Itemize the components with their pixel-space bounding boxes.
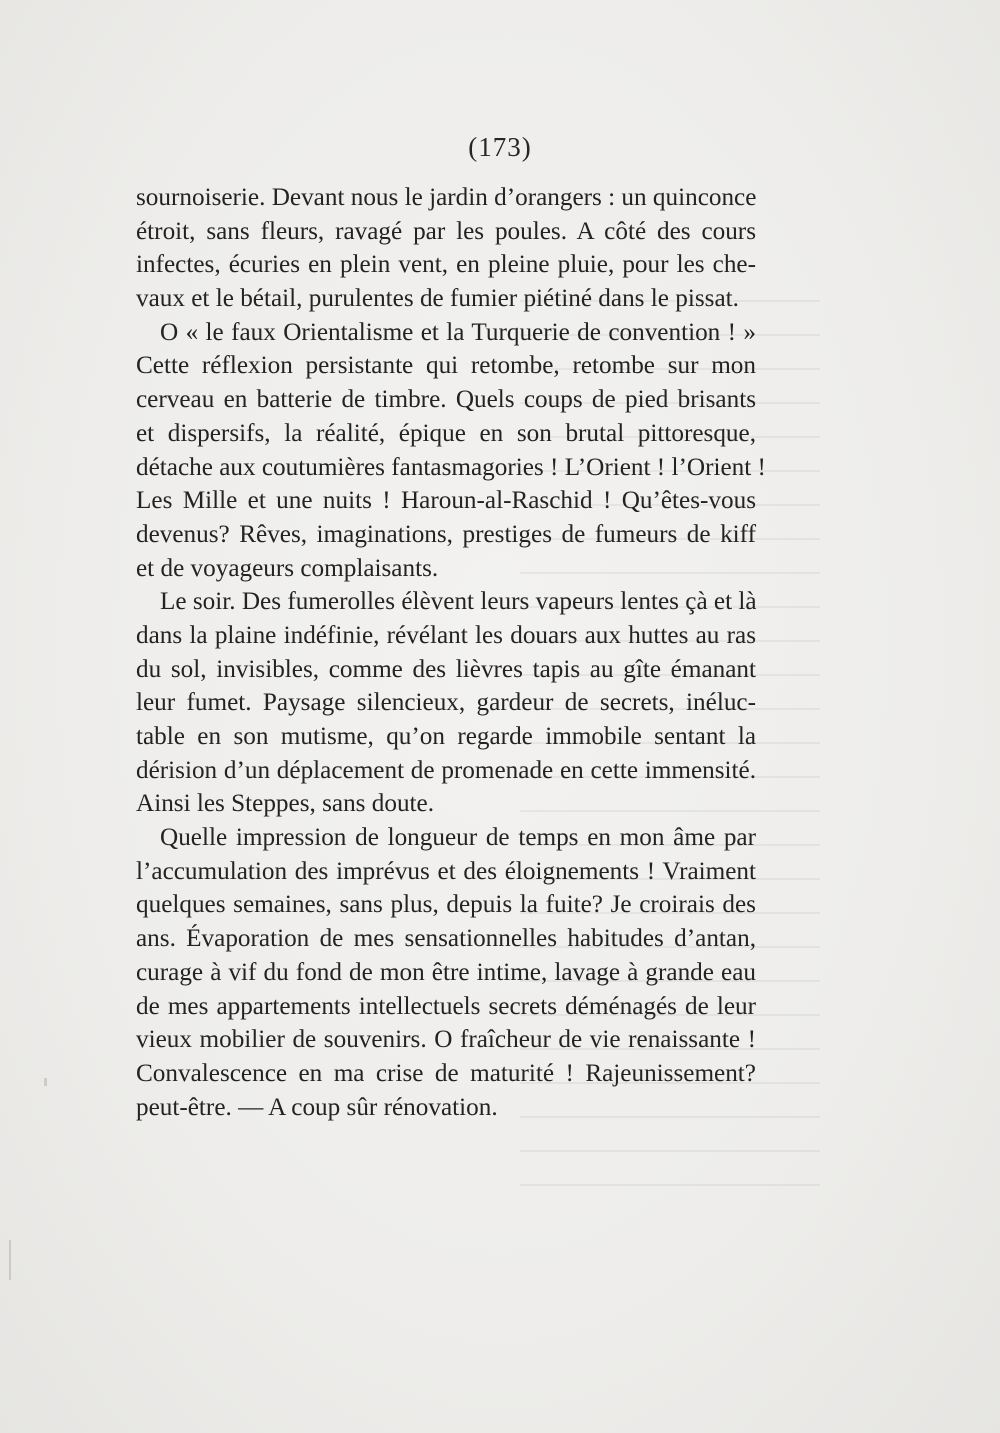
text-line: du sol, invisibles, comme des lièvres tapis au gîte émanant [136,655,756,683]
text-line: quelques semaines, sans plus, depuis la fuite? Je croirais des [136,891,756,919]
text-line: vieux mobilier de souvenirs. O fraîcheur de vie renaissante ! [136,1026,756,1054]
text-line: Ainsi les Steppes, sans doute. [136,790,435,818]
text-line: vaux et le bétail, purulentes de fumier piétiné dans le pissat. [136,285,739,313]
text-line: et dispersifs, la réalité, épique en son brutal pittoresque, [136,419,756,447]
paper-speck [44,1078,47,1086]
page-body-text [136,181,766,1124]
text-line: devenus? Rêves, imaginations, prestiges de fumeurs de kiff [136,520,756,548]
text-line: détache aux coutumières fantasmagories ! L’Orient ! l’Orient ! [136,453,766,481]
text-line: curage à vif du fond de mon être intime, lavage à grande eau [136,958,756,986]
text-line: Convalescence en ma crise de maturité ! Rajeunissement? [136,1059,756,1087]
text-line: l’accumulation des imprévus et des éloignements ! Vraiment [136,857,756,885]
text-line: table en son mutisme, qu’on regarde immobile sentant la [136,723,756,750]
text-line: de mes appartements intellectuels secrets déménagés de leur [136,992,756,1020]
text-line: infectes, écuries en plein vent, en pleine pluie, pour les che- [136,251,756,279]
text-line: cerveau en batterie de timbre. Quels coups de pied brisants [136,386,756,414]
text-line: dérision d’un déplacement de promenade en cette immensité. [136,756,756,784]
text-line: peut-être. — A coup sûr rénovation. [136,1093,498,1121]
text-line: Quelle impression de longueur de temps en mon âme par [160,824,756,852]
text-line: Cette réflexion persistante qui retombe, retombe sur mon [136,352,756,380]
text-line: leur fumet. Paysage silencieux, gardeur de secrets, inéluc- [136,689,756,717]
text-line: sournoiserie. Devant nous le jardin d’orangers : un quinconce [136,184,757,211]
text-line: étroit, sans fleurs, ravagé par les poules. A côté des cours [136,217,756,245]
paper-speck [9,1240,11,1280]
text-line: ans. Évaporation de mes sensationnelles habitudes d’antan, [136,925,756,953]
page-number: (173) [468,132,532,162]
text-line: et de voyageurs complaisants. [136,554,439,582]
text-line: dans la plaine indéfinie, révélant les douars aux huttes au ras [136,621,756,649]
text-line: Les Mille et une nuits ! Haroun-al-Raschid ! Qu’êtes-vous [136,487,756,515]
text-line: Le soir. Des fumerolles élèvent leurs vapeurs lentes çà et là [160,588,757,616]
text-line: O « le faux Orientalisme et la Turquerie de convention ! » [160,318,756,346]
